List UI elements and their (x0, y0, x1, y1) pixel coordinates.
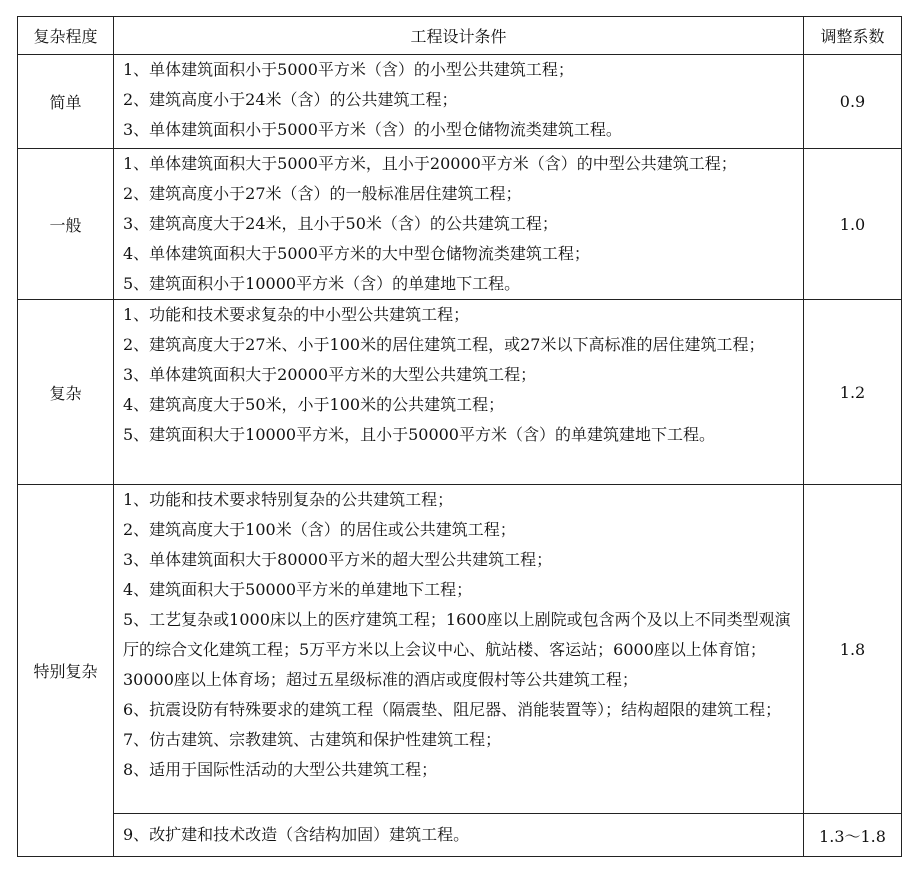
level-cell: 简单 (18, 55, 114, 149)
header-coefficient: 调整系数 (804, 17, 902, 55)
condition-item: 4、建筑高度大于50米，小于100米的公共建筑工程； (123, 395, 505, 414)
condition-item: 2、建筑高度大于100米（含）的居住或公共建筑工程； (123, 520, 516, 539)
coefficient-cell: 1.0 (804, 149, 902, 300)
conditions-cell (114, 55, 804, 149)
table-row-complex (18, 300, 902, 485)
level-cell: 复杂 (18, 300, 114, 485)
coefficient-cell: 1.3～1.8 (804, 814, 902, 857)
level-cell: 特别复杂 (18, 485, 114, 857)
table-row-general (18, 149, 902, 300)
condition-item: 2、建筑高度大于27米、小于100米的居住建筑工程，或27米以下高标准的居住建筑工程； (123, 335, 765, 354)
coefficient-cell: 1.2 (804, 300, 902, 485)
table-header-row (18, 17, 902, 55)
conditions-cell (114, 149, 804, 300)
complexity-coefficient-table (17, 16, 902, 857)
condition-item: 3、单体建筑面积大于20000平方米的大型公共建筑工程； (123, 365, 537, 384)
coefficient-cell: 0.9 (804, 55, 902, 149)
condition-item: 8、适用于国际性活动的大型公共建筑工程； (123, 760, 438, 779)
condition-item: 1、单体建筑面积小于5000平方米（含）的小型公共建筑工程； (123, 60, 574, 79)
condition-item: 1、单体建筑面积大于5000平方米，且小于20000平方米（含）的中型公共建筑工程； (123, 154, 737, 173)
condition-item: 3、单体建筑面积小于5000平方米（含）的小型仓储物流类建筑工程。 (123, 120, 622, 139)
condition-item: 2、建筑高度小于27米（含）的一般标准居住建筑工程； (123, 184, 522, 203)
condition-item: 5、工艺复杂或1000床以上的医疗建筑工程；1600座以上剧院或包含两个及以上不同类型观演厅的综合文化建筑工程；5万平方米以上会议中心、航站楼、客运站；6000座以上体育馆；30000座以上体育场；超过五星级标准的酒店或度假村等公共建筑工程； (123, 610, 791, 689)
conditions-cell (114, 814, 804, 857)
condition-item: 1、功能和技术要求特别复杂的公共建筑工程； (123, 490, 454, 509)
conditions-cell (114, 485, 804, 814)
table-row-very-complex (18, 485, 902, 814)
condition-item: 5、建筑面积大于10000平方米，且小于50000平方米（含）的单建筑建地下工程。 (123, 425, 715, 444)
condition-item: 5、建筑面积小于10000平方米（含）的单建地下工程。 (123, 274, 521, 293)
condition-item: 6、抗震设防有特殊要求的建筑工程（隔震垫、阻尼器、消能装置等）；结构超限的建筑工程； (123, 700, 782, 719)
level-cell: 一般 (18, 149, 114, 300)
header-level: 复杂程度 (18, 17, 114, 55)
condition-item: 3、单体建筑面积大于80000平方米的超大型公共建筑工程； (123, 550, 553, 569)
condition-item: 2、建筑高度小于24米（含）的公共建筑工程； (123, 90, 458, 109)
condition-item: 7、仿古建筑、宗教建筑、古建筑和保护性建筑工程； (123, 730, 502, 749)
condition-item: 4、建筑面积大于50000平方米的单建地下工程； (123, 580, 473, 599)
table-row-simple (18, 55, 902, 149)
header-conditions: 工程设计条件 (114, 17, 804, 55)
condition-item: 4、单体建筑面积大于5000平方米的大中型仓储物流类建筑工程； (123, 244, 590, 263)
conditions-cell (114, 300, 804, 485)
condition-item: 9、改扩建和技术改造（含结构加固）建筑工程。 (123, 825, 470, 844)
table-row-renovation (18, 814, 902, 857)
condition-item: 3、建筑高度大于24米，且小于50米（含）的公共建筑工程； (123, 214, 558, 233)
coefficient-cell: 1.8 (804, 485, 902, 814)
condition-item: 1、功能和技术要求复杂的中小型公共建筑工程； (123, 305, 470, 324)
